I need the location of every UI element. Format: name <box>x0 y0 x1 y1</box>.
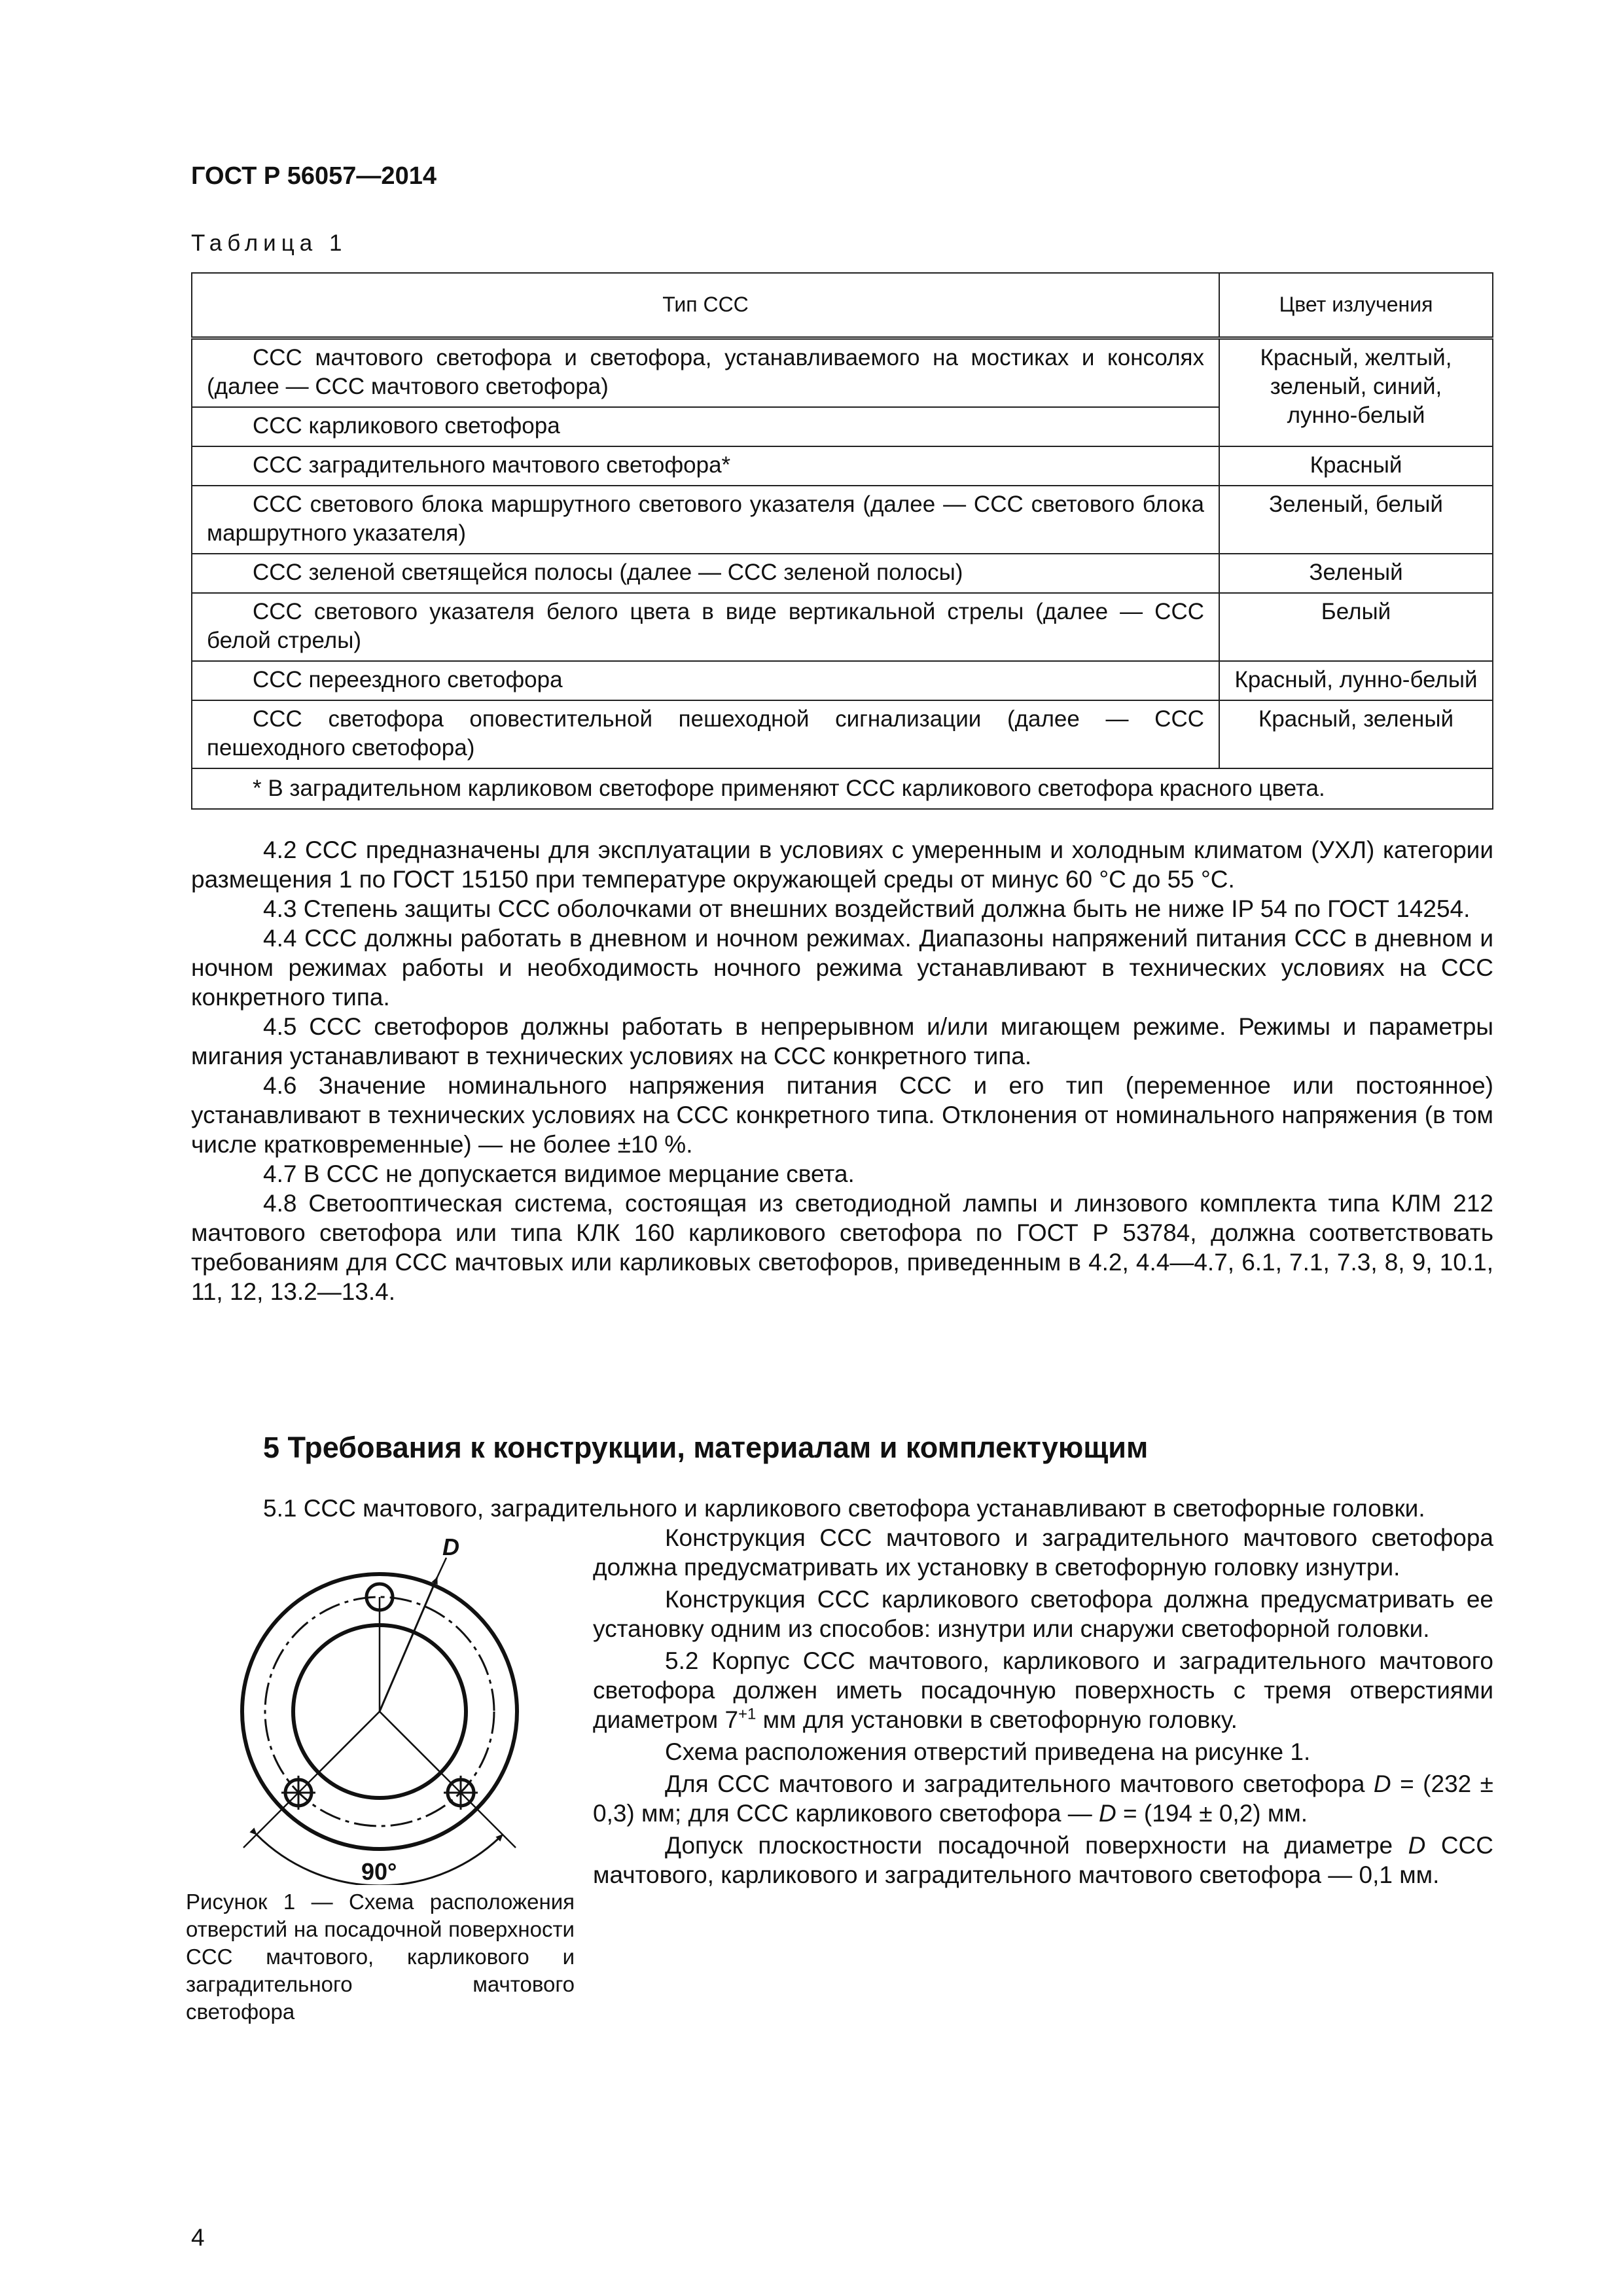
table-cell-color: Красный, лунно-белый <box>1219 661 1493 700</box>
clause-4-5: 4.5 ССС светофоров должны работать в непрерывном и/или мигающем режиме. Режимы и параметры мигания устанавливают в технических условиях на ССС конкретного типа. <box>191 1013 1493 1069</box>
table-row <box>192 446 1493 486</box>
angle-extension-right <box>461 1793 516 1848</box>
figure-caption: Рисунок 1 — Схема расположения отверстий на посадочной поверхности ССС мачтового, карликового и заградительного мачтового светофора <box>186 1890 575 2024</box>
clause-5-2 <box>593 1646 1493 1734</box>
col-header-type: Тип ССС <box>192 273 1219 338</box>
tolerance-text: Допуск плоскостности посадочной поверхности на диаметре <box>665 1832 1408 1859</box>
clauses-section-4 <box>191 835 1493 1306</box>
diameter-symbol: D <box>1408 1832 1426 1859</box>
table-footnote-row <box>192 768 1493 809</box>
clause-4-4: 4.4 ССС должны работать в дневном и ночном режимах. Диапазоны напряжений питания ССС в дневном и ночном режимах работы и необходимость ночного режима устанавливают в технических условиях на ССС конкретного типа. <box>191 925 1493 1011</box>
clause-5-2-tolerance <box>593 1831 1493 1890</box>
hole-layout-figure <box>216 1532 556 1885</box>
diameter-dimension-line <box>380 1577 437 1712</box>
right-column-text <box>593 1523 1493 1892</box>
table-cell-color: Красный, желтый, зеленый, синий, лунно-белый <box>1219 338 1493 447</box>
table-row <box>192 661 1493 700</box>
clause-4-3: 4.3 Степень защиты ССС оболочками от внешних воздействий должна быть не ниже IP 54 по ГОСТ 14254. <box>263 895 1471 922</box>
table-cell-type: ССС светового указателя белого цвета в виде вертикальной стрелы (далее — ССС белой стрелы) <box>192 593 1219 661</box>
table-cell-type: ССС светового блока маршрутного светового указателя (далее — ССС светового блока маршрутного указателя) <box>192 486 1219 554</box>
table-cell-type: ССС переездного светофора <box>192 661 1219 700</box>
clause-5-2-text-end: мм для установки в светофорную головку. <box>756 1706 1238 1733</box>
table-cell-color: Зеленый, белый <box>1219 486 1493 554</box>
table-cell-type: ССС зеленой светящейся полосы (далее — ССС зеленой полосы) <box>192 554 1219 593</box>
clause-5-1-continuation: Конструкция ССС мачтового и заградительного мачтового светофора должна предусматривать их установку в светофорную головку изнутри. <box>593 1524 1493 1581</box>
table-cell-color: Красный <box>1219 446 1493 486</box>
table-caption: Таблица 1 <box>191 230 348 256</box>
diameter-leader <box>437 1558 446 1577</box>
clause-5-1: 5.1 ССС мачтового, заградительного и карликового светофора устанавливают в светофорные головки. <box>263 1495 1425 1522</box>
center-lines <box>298 1597 461 1793</box>
table-cell-color: Белый <box>1219 593 1493 661</box>
clause-4-6: 4.6 Значение номинального напряжения питания ССС и его тип (переменное или постоянное) устанавливают в технических условиях на ССС конкретного типа. Отклонения от номинального напряжения (в том числе кратковременные) — не более ±10 %. <box>191 1072 1493 1158</box>
diameter-symbol: D <box>1099 1800 1116 1827</box>
diameter-text: = (194 ± 0,2) мм. <box>1116 1800 1308 1827</box>
table-cell-type: ССС заградительного мачтового светофора* <box>192 446 1219 486</box>
diameter-text: = (232 ± 0,3) мм; для ССС карликового светофора — <box>593 1770 1493 1827</box>
diameter-text: Для ССС мачтового и заградительного мачтового светофора <box>665 1770 1374 1797</box>
document-code: ГОСТ Р 56057—2014 <box>191 162 437 190</box>
clause-5-1-continuation-2: Конструкция ССС карликового светофора должна предусматривать ее установку одним из способов: изнутри или снаружи светофорной головки. <box>593 1586 1493 1642</box>
page-number: 4 <box>191 2224 205 2251</box>
clause-5-2-scheme: Схема расположения отверстий приведена на рисунке 1. <box>665 1738 1311 1765</box>
clause-5-2-diameters <box>593 1769 1493 1828</box>
table-cell-color: Зеленый <box>1219 554 1493 593</box>
table-cell-type: ССС карликового светофора <box>192 407 1219 446</box>
clause-4-8: 4.8 Светооптическая система, состоящая из светодиодной лампы и линзового комплекта типа КЛМ 212 мачтового светофора или типа КЛК 160 карликового светофора по ГОСТ Р 53784, должна соответствовать требованиям для ССС мачтовых или карликовых светофоров, приведенным в 4.2, 4.4—4.7, 6.1, 7.1, 7.3, 8, 9, 10.1, 11, 12, 13.2—13.4. <box>191 1190 1493 1305</box>
clause-5-2-text: 5.2 Корпус ССС мачтового, карликового и заградительного мачтового светофора должен иметь посадочную поверхность с тремя отверстиями диаметром 7 <box>593 1647 1493 1733</box>
table-footnote: * В заградительном карликовом светофоре применяют ССС карликового светофора красного цвета. <box>192 768 1493 809</box>
table-cell-color: Красный, зеленый <box>1219 700 1493 768</box>
clause-4-2: 4.2 ССС предназначены для эксплуатации в условиях с умеренным и холодным климатом (УХЛ) категории размещения 1 по ГОСТ 15150 при температуре окружающей среды от минус 60 °С до 55 °С. <box>191 836 1493 893</box>
section-title: 5 Требования к конструкции, материалам и комплектующим <box>263 1431 1149 1464</box>
table-row <box>192 338 1493 408</box>
angle-label: 90° <box>361 1858 397 1885</box>
table-row <box>192 593 1493 661</box>
diameter-label: D <box>442 1534 459 1560</box>
tolerance-text: ССС мачтового, карликового и заградительного мачтового светофора — 0,1 мм. <box>593 1832 1493 1888</box>
diameter-symbol: D <box>1373 1770 1391 1797</box>
tolerance-superscript: +1 <box>738 1705 757 1723</box>
table-cell-type: ССС светофора оповестительной пешеходной сигнализации (далее — ССС пешеходного светофора) <box>192 700 1219 768</box>
table-cell-type: ССС мачтового светофора и светофора, устанавливаемого на мостиках и консолях (далее — ССС мачтового светофора) <box>192 338 1219 408</box>
table-row <box>192 554 1493 593</box>
angle-extension-left <box>243 1793 298 1848</box>
table-header-row <box>192 273 1493 338</box>
table-row <box>192 486 1493 554</box>
type-color-table <box>191 272 1493 810</box>
clause-4-7: 4.7 В ССС не допускается видимое мерцание света. <box>263 1160 855 1187</box>
table-row <box>192 700 1493 768</box>
col-header-color: Цвет излучения <box>1219 273 1493 338</box>
